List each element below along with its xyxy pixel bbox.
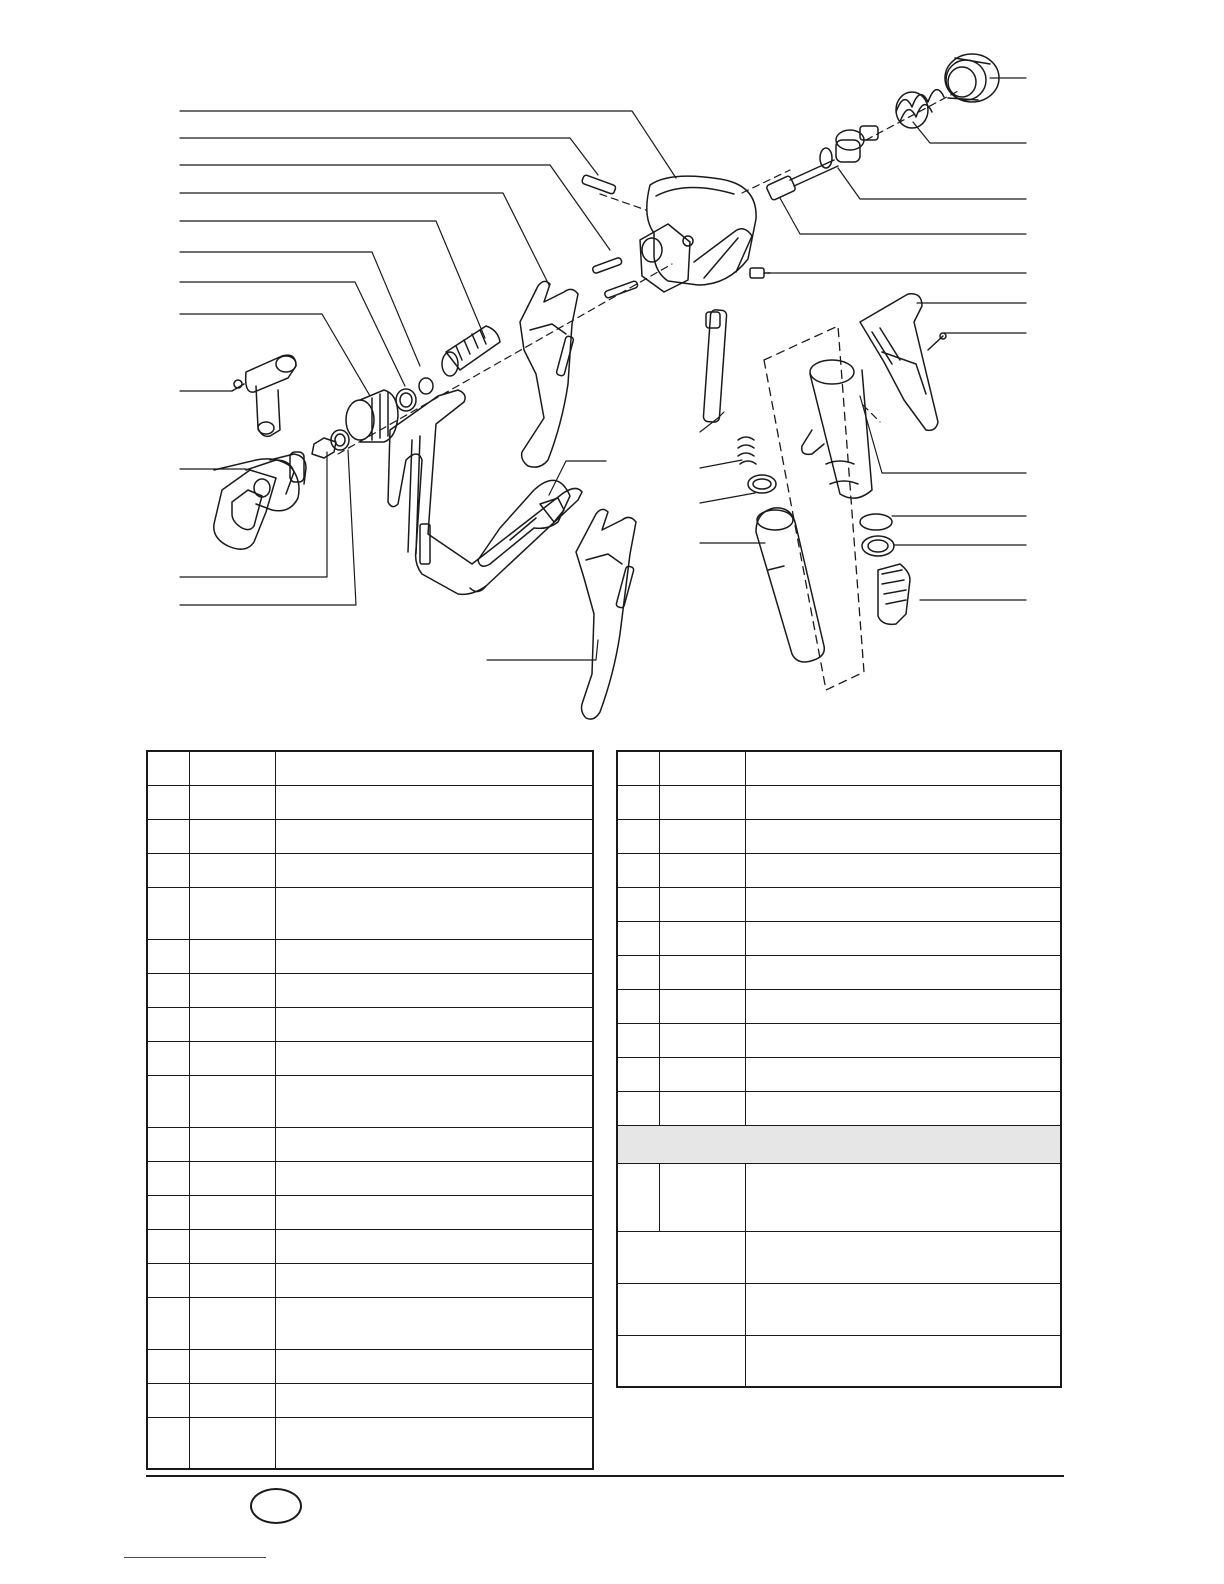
table-row [147, 1007, 593, 1041]
table-row [617, 1283, 1061, 1335]
handle-cover [860, 294, 946, 431]
link-underline [124, 1557, 266, 1558]
assembly-axis [338, 90, 960, 454]
table-row [617, 989, 1061, 1023]
pins [581, 174, 638, 298]
table-row [617, 785, 1061, 819]
table-row [147, 1127, 593, 1161]
filter-tube [756, 508, 824, 662]
table-row [617, 1023, 1061, 1057]
inlet-swivel [878, 564, 910, 624]
trigger-lower [576, 509, 636, 719]
table-row [617, 751, 1061, 785]
table-row [617, 1057, 1061, 1091]
table-row [147, 1041, 593, 1075]
table-row [147, 1263, 593, 1297]
table-row [617, 1163, 1061, 1231]
exploded-parts-diagram [0, 0, 1224, 750]
table-row [147, 939, 593, 973]
table-row [617, 853, 1061, 887]
threaded-tube [442, 326, 500, 376]
section-band-row [617, 1125, 1061, 1163]
table-row [147, 785, 593, 819]
parts-list-table-left [146, 750, 594, 1470]
tip-guard-bottom [214, 452, 306, 549]
table-row [617, 955, 1061, 989]
parts-list-table-right [616, 750, 1062, 1388]
table-row [617, 1335, 1061, 1387]
table-row [147, 1195, 593, 1229]
table-row [147, 1229, 593, 1263]
valve-assembly [766, 126, 878, 201]
leader-lines-right [549, 78, 1026, 600]
table-row [147, 819, 593, 853]
table-row [147, 973, 593, 1007]
table-row [147, 751, 593, 785]
table-row [147, 1417, 593, 1469]
table-row [147, 1161, 593, 1195]
table-row [617, 819, 1061, 853]
table-row [147, 1075, 593, 1127]
table-row [147, 887, 593, 939]
trigger-guard [388, 390, 582, 594]
table-row [617, 921, 1061, 955]
table-row [617, 1231, 1061, 1283]
table-row [147, 1297, 593, 1349]
spring-top [896, 90, 944, 128]
gun-head [640, 176, 770, 292]
footer-rule [146, 1475, 1064, 1477]
table-row [147, 1349, 593, 1383]
trigger-upper [520, 281, 578, 467]
table-row [617, 1091, 1061, 1125]
tip-guard-top [232, 355, 296, 436]
page-number-oval [250, 1488, 302, 1524]
table-row [147, 1383, 593, 1417]
table-row [147, 853, 593, 887]
table-row [617, 887, 1061, 921]
